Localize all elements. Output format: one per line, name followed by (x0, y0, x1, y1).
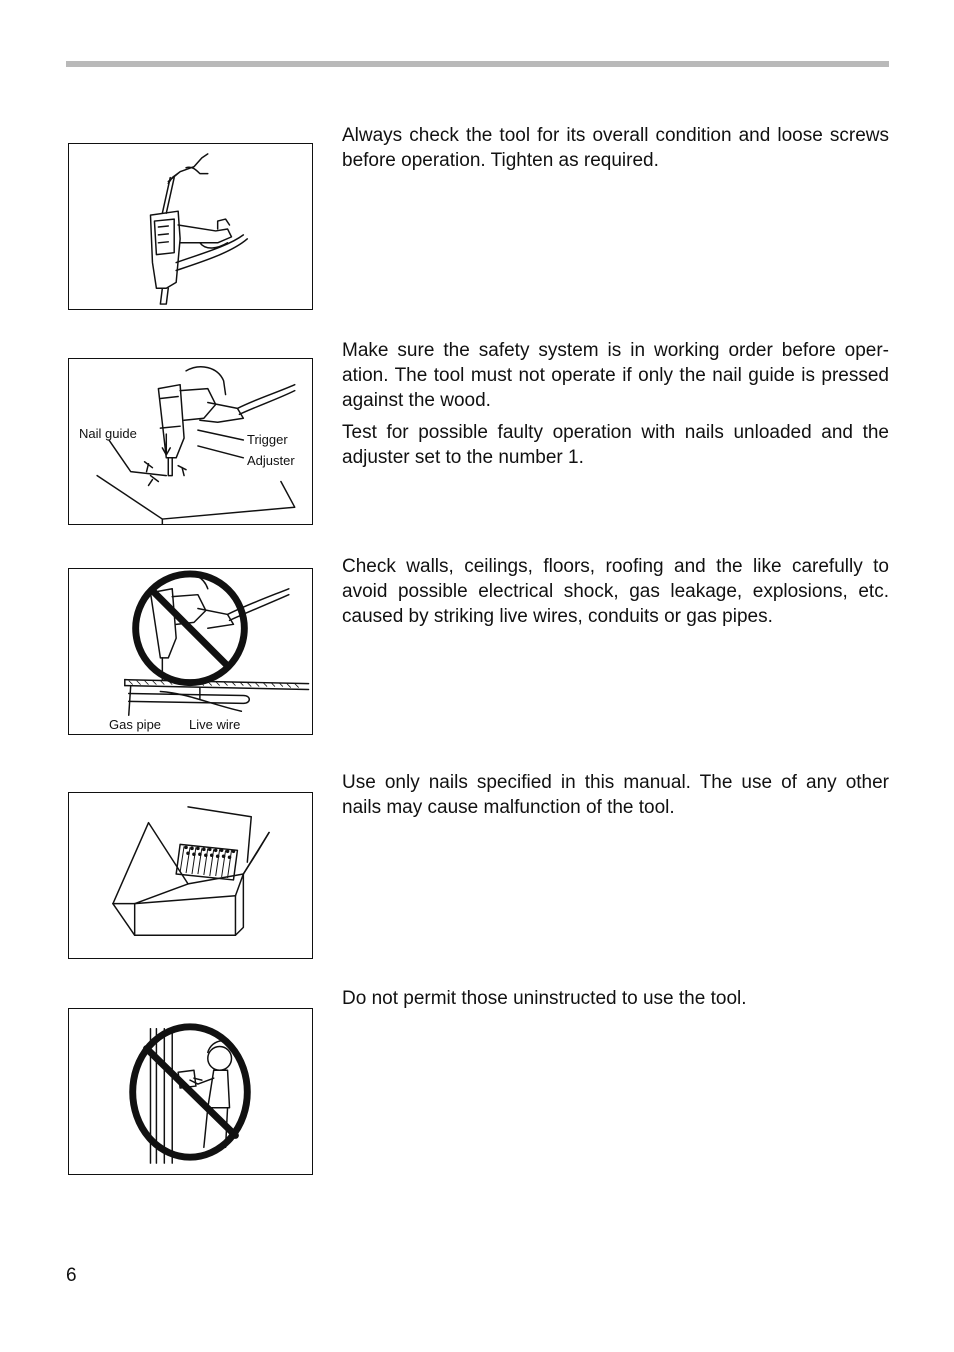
label-gas-pipe: Gas pipe (109, 717, 162, 732)
tool-inspection-illustration (69, 144, 312, 309)
section-3-paragraph-1: Check walls, ceilings, floors, roofing and the like carefully to avoid possible electrical shock, gas leakage, explosions, etc. caused by striking live wires, conduits or gas pipes. (342, 556, 889, 627)
header-rule (66, 61, 889, 67)
hidden-hazards-illustration (69, 569, 312, 734)
figure-safety-system (68, 358, 313, 525)
section-3-text (342, 554, 889, 636)
nail-box-illustration (69, 793, 312, 958)
section-2-paragraph-2: Test for possible faulty operation with nails unloaded and the adjuster set to the number 1. (342, 422, 889, 468)
label-nail-guide: Nail guide (79, 426, 137, 441)
figure-tool-inspection (68, 143, 313, 310)
uninstructed-user-illustration (69, 1009, 312, 1174)
section-5-paragraph-1: Do not permit those uninstructed to use the tool. (342, 988, 747, 1009)
label-trigger: Trigger (247, 432, 288, 447)
figure-hidden-hazards (68, 568, 313, 735)
page-number: 6 (66, 1265, 77, 1286)
figure-uninstructed-user (68, 1008, 313, 1175)
section-5-text (342, 986, 889, 1018)
label-adjuster: Adjuster (247, 453, 295, 468)
section-4-paragraph-1: Use only nails specified in this manual. The use of any other nails may cause malfunction of the tool. (342, 772, 889, 818)
section-4-text (342, 770, 889, 827)
section-1-paragraph-1: Always check the tool for its overall condition and loose screws before operation. Tighten as required. (342, 125, 889, 171)
label-live-wire: Live wire (189, 717, 241, 732)
section-2-paragraph-1: Make sure the safety system is in working order before oper-ation. The tool must not operate if only the nail guide is pressed against the wood. (342, 340, 889, 411)
section-1-text (342, 123, 889, 180)
section-2-text (342, 338, 889, 477)
figure-nail-box (68, 792, 313, 959)
